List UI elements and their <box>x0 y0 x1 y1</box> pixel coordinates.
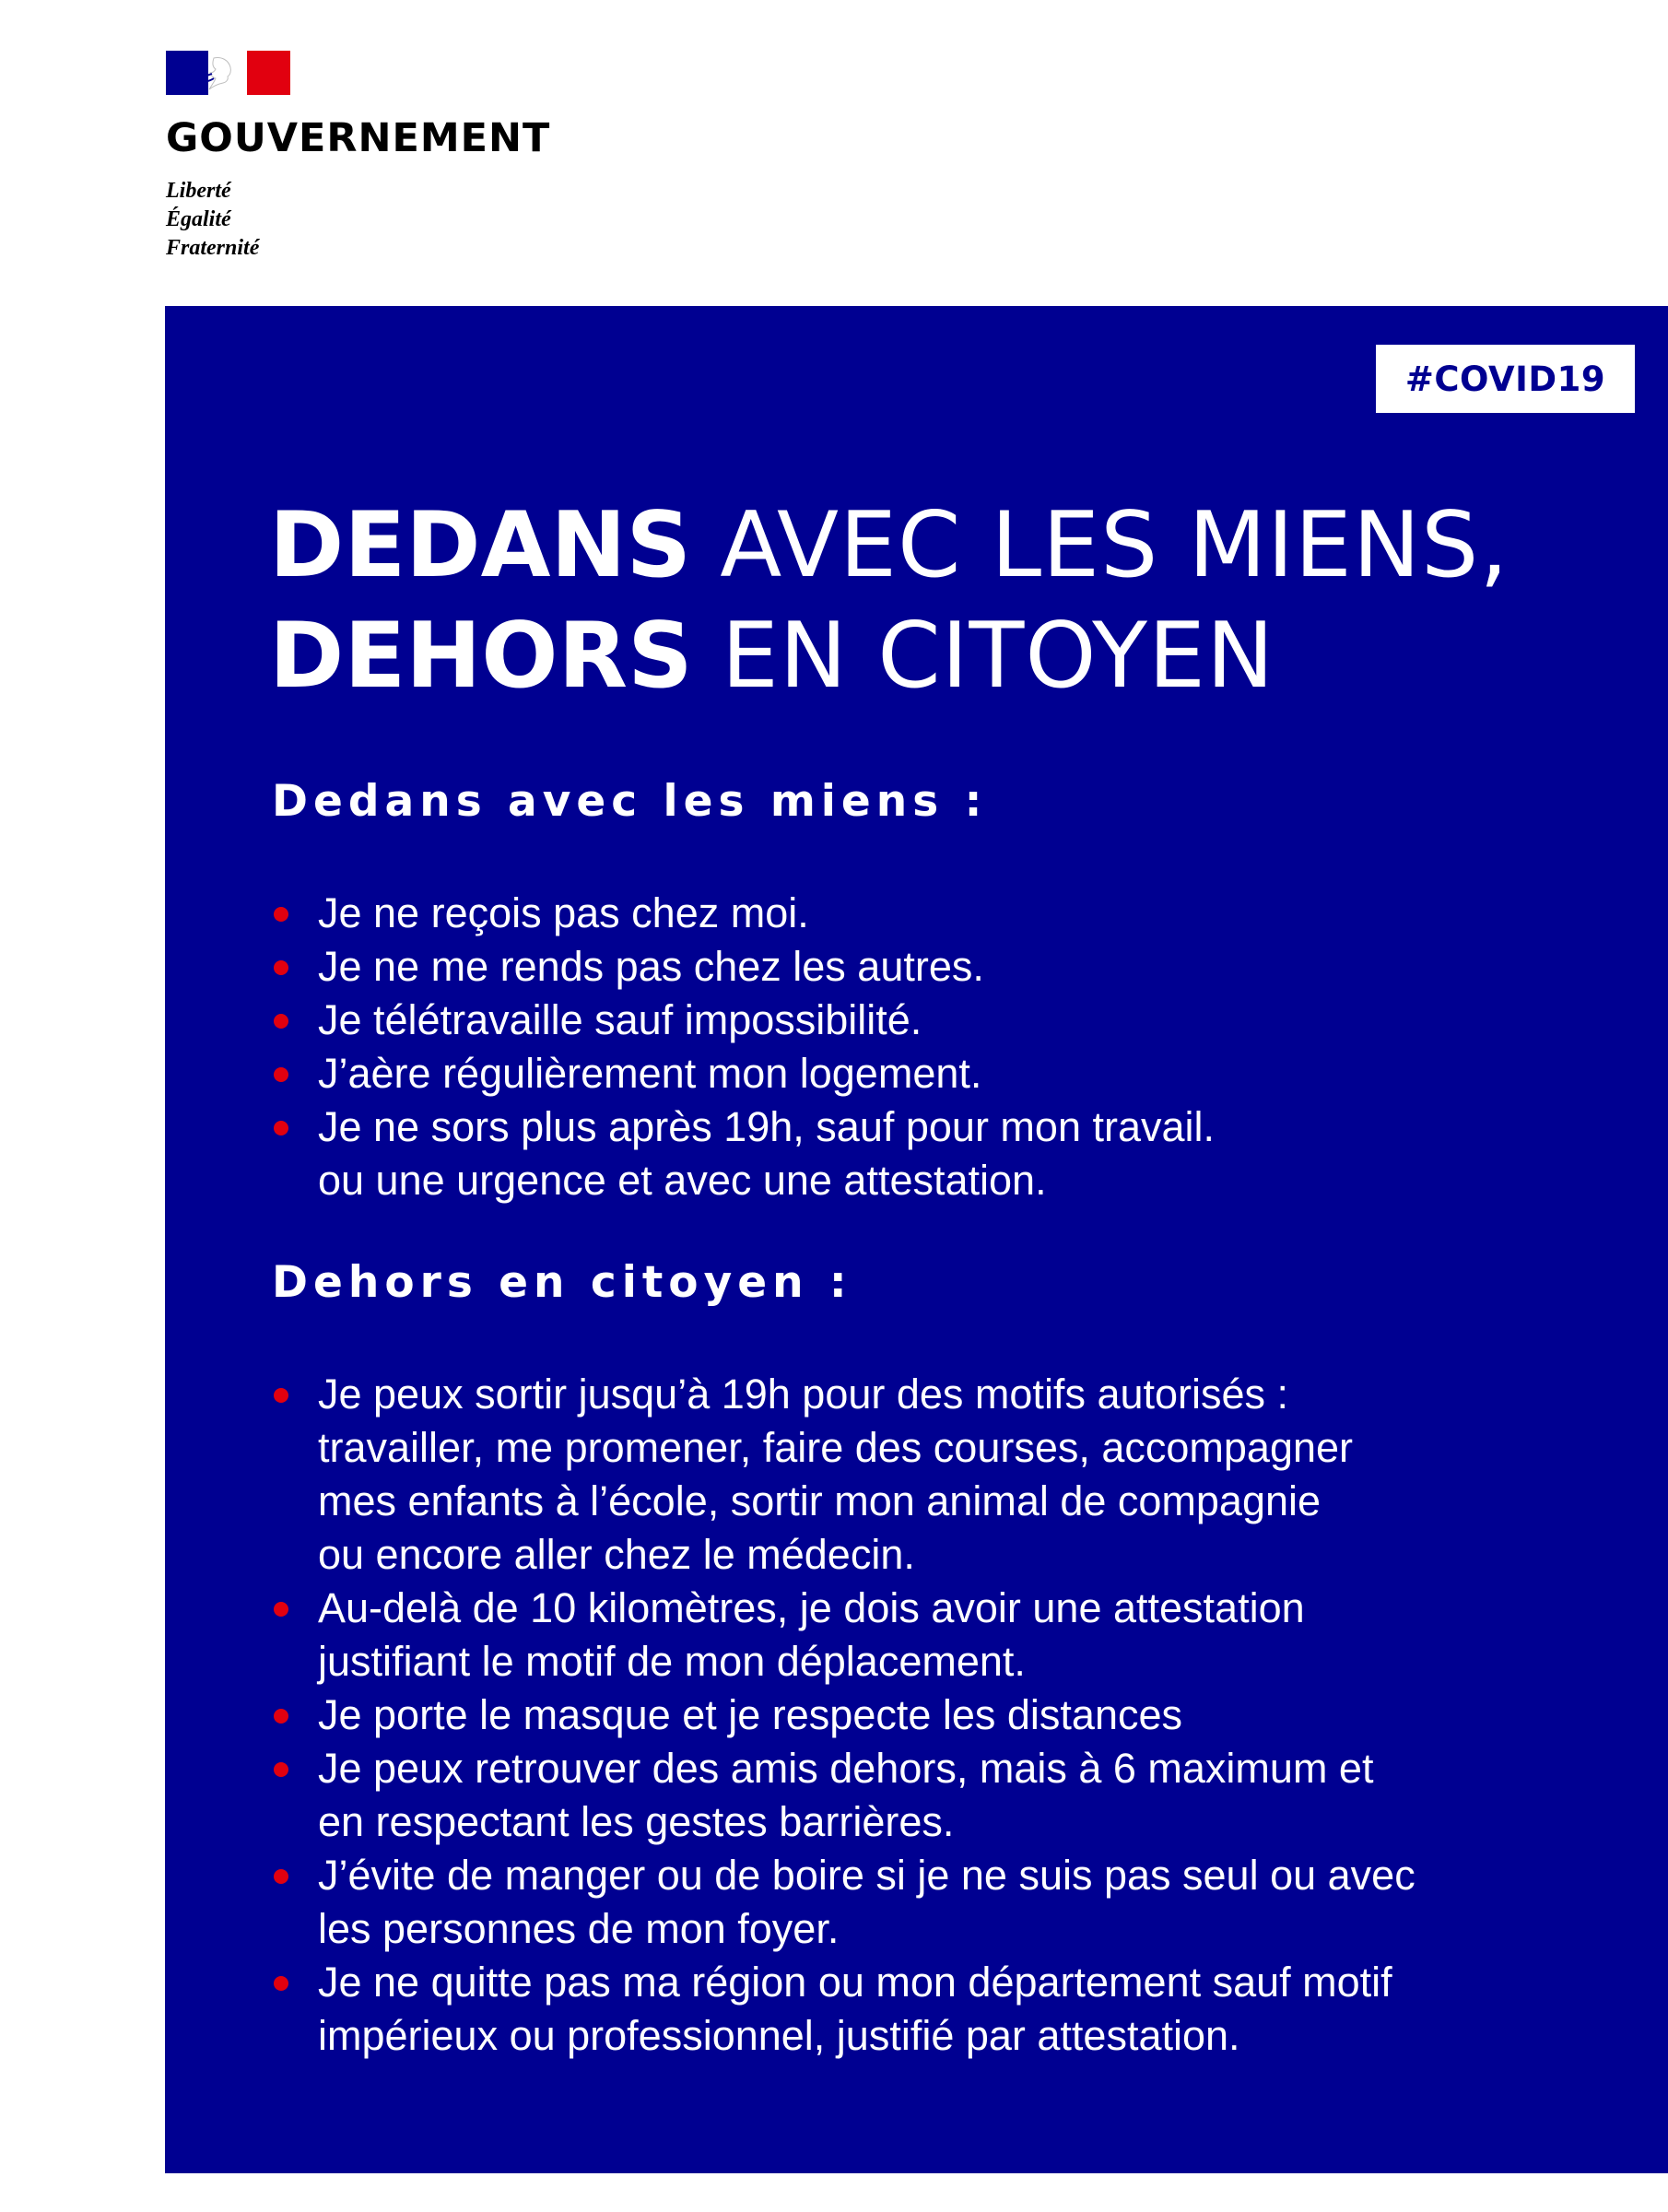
list-item-line: ou encore aller chez le médecin. <box>318 1531 915 1578</box>
bullet-dot-icon <box>274 1762 288 1777</box>
hashtag-badge: #COVID19 <box>1376 345 1635 413</box>
list-item-line: Je ne me rends pas chez les autres. <box>318 943 984 990</box>
list-item <box>272 994 1215 1047</box>
list-item-line: Je ne sors plus après 19h, sauf pour mon travail. <box>318 1103 1216 1150</box>
list-item-line: Je peux sortir jusqu’à 19h pour des motifs autorisés : <box>318 1371 1289 1418</box>
bullet-dot-icon <box>274 960 288 975</box>
bullet-dot-icon <box>274 1121 288 1135</box>
list-inside <box>272 887 1215 1207</box>
bullet-dot-icon <box>274 1869 288 1884</box>
list-item <box>272 1742 1415 1849</box>
list-item-line: Au-delà de 10 kilomètres, je dois avoir une attestation <box>318 1584 1305 1631</box>
headline-light-1: AVEC LES MIENS, <box>720 493 1509 598</box>
list-item-line: Je télétravaille sauf impossibilité. <box>318 996 922 1043</box>
bullet-dot-icon <box>274 1602 288 1617</box>
headline-light-2: EN CITOYEN <box>721 604 1275 709</box>
headline-strong-1: DEDANS <box>269 493 692 598</box>
section-title-inside: Dedans avec les miens : <box>272 776 988 827</box>
motto-liberte: Liberté <box>166 179 231 203</box>
bullet-dot-icon <box>274 1067 288 1082</box>
marianne-profile-icon <box>194 51 249 95</box>
list-item-line: ou une urgence et avec une attestation. <box>318 1157 1047 1204</box>
marianne-flag-icon <box>166 51 290 95</box>
list-item <box>272 940 1215 994</box>
list-item <box>272 1582 1415 1688</box>
list-item <box>272 1956 1415 2063</box>
government-logo <box>166 51 550 263</box>
list-item-line: Je ne reçois pas chez moi. <box>318 889 809 936</box>
list-item-line: justifiant le motif de mon déplacement. <box>318 1638 1026 1685</box>
headline-line-1 <box>269 490 1509 601</box>
bullet-dot-icon <box>274 1388 288 1403</box>
list-item <box>272 1047 1215 1100</box>
bullet-dot-icon <box>274 907 288 922</box>
list-item <box>272 1100 1215 1207</box>
info-panel <box>165 306 1668 2173</box>
list-item <box>272 1849 1415 1956</box>
brand-name: GOUVERNEMENT <box>166 115 551 161</box>
list-outside <box>272 1368 1415 2063</box>
list-item <box>272 1368 1415 1582</box>
list-item-line: Je ne quitte pas ma région ou mon département sauf motif <box>318 1959 1392 2006</box>
list-item-line: J’aère régulièrement mon logement. <box>318 1050 982 1097</box>
bullet-dot-icon <box>274 1709 288 1724</box>
list-item-line: impérieux ou professionnel, justifié par attestation. <box>318 2012 1240 2059</box>
bullet-dot-icon <box>274 1976 288 1991</box>
list-item-line: mes enfants à l’école, sortir mon animal de compagnie <box>318 1477 1321 1524</box>
list-item-line: Je peux retrouver des amis dehors, mais à 6 maximum et <box>318 1745 1374 1792</box>
section-title-outside: Dehors en citoyen : <box>272 1257 852 1308</box>
list-item-line: J’évite de manger ou de boire si je ne suis pas seul ou avec <box>318 1852 1415 1899</box>
headline <box>269 490 1509 712</box>
list-item <box>272 887 1215 940</box>
list-item-line: travailler, me promener, faire des courses, accompagner <box>318 1424 1354 1471</box>
bullet-dot-icon <box>274 1014 288 1029</box>
list-item-line: les personnes de mon foyer. <box>318 1905 840 1952</box>
headline-line-2 <box>269 601 1509 712</box>
motto-egalite: Égalité <box>166 207 231 231</box>
list-item-line: en respectant les gestes barrières. <box>318 1798 955 1845</box>
headline-strong-2: DEHORS <box>269 604 693 709</box>
list-item <box>272 1688 1415 1742</box>
motto-fraternite: Fraternité <box>166 236 260 260</box>
republic-motto <box>166 177 550 263</box>
list-item-line: Je porte le masque et je respecte les distances <box>318 1691 1183 1738</box>
